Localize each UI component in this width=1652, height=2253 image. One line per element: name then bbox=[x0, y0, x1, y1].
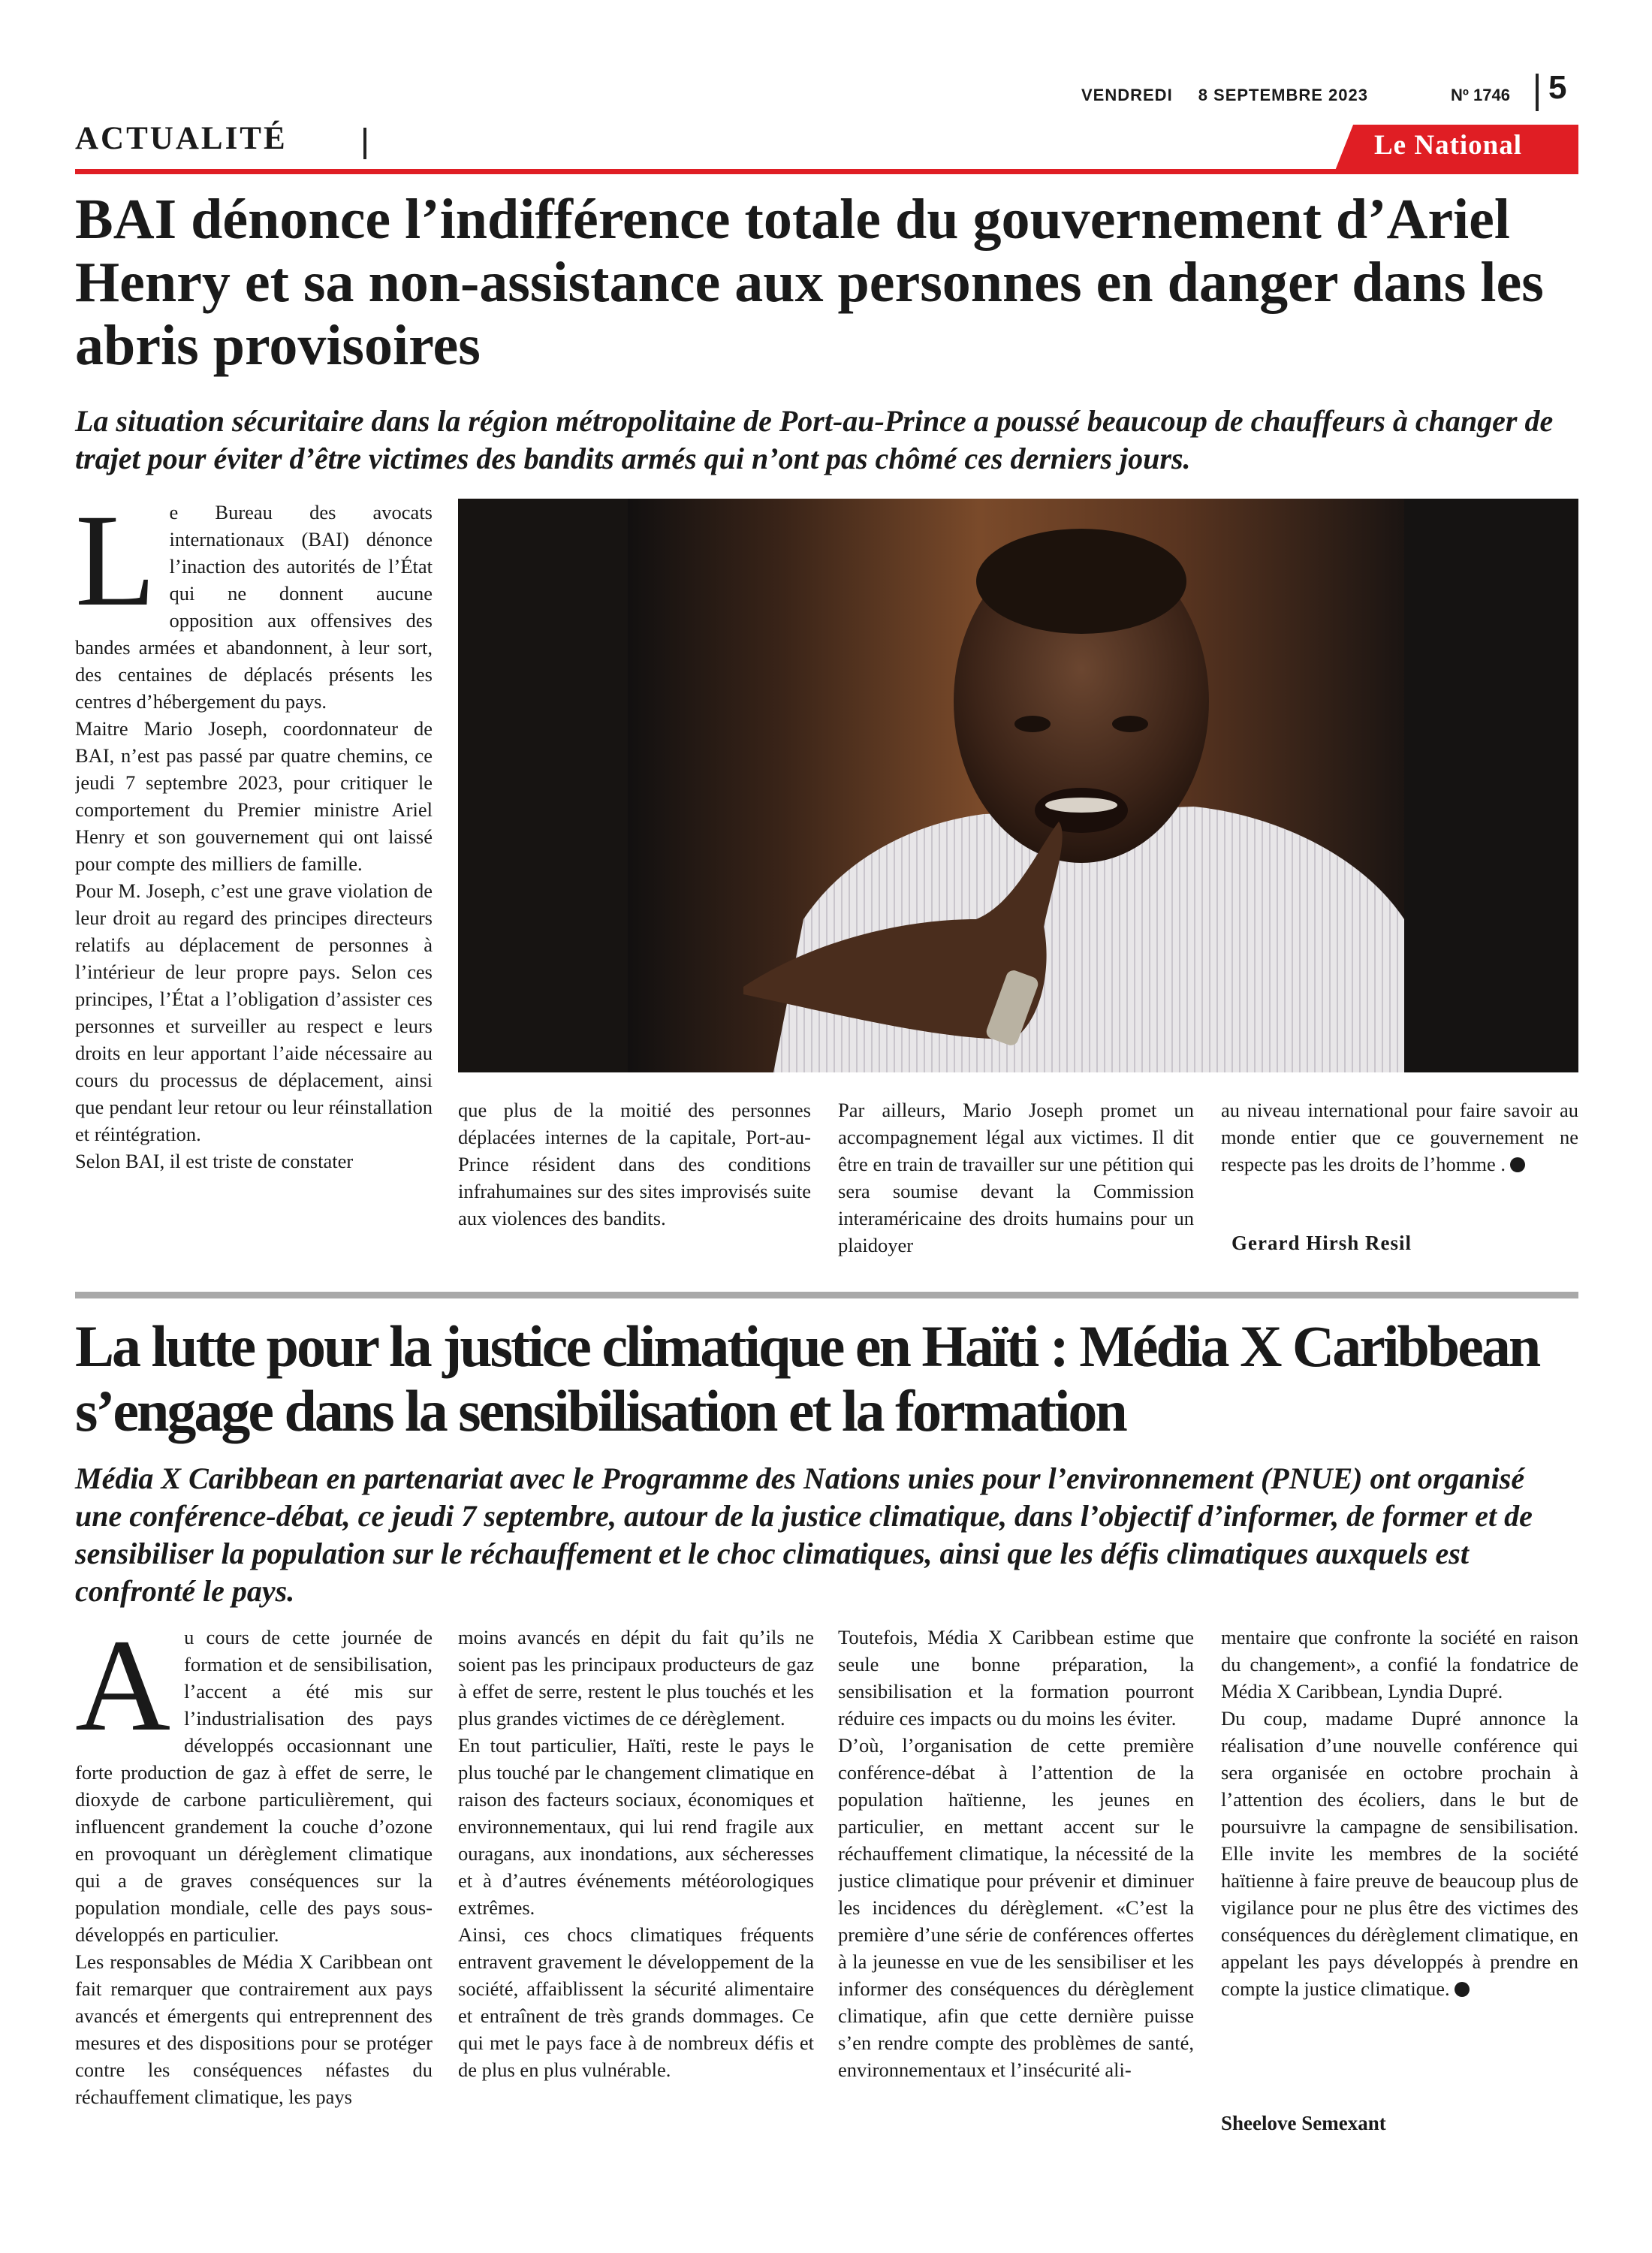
article1-photo bbox=[458, 499, 1578, 1072]
article2-paragraph: Toutefois, Média X Caribbean estime que seule une bonne préparation, la sensibilisation et la formation pourront réduire ces impacts ou du moins les éviter. bbox=[838, 1626, 1194, 1730]
article2-lead: Média X Caribbean en partenariat avec le Programme des Nations unies pour l’environnement (PNUE) ont organisé une conférence-débat, ce jeudi 7 septembre, autour de la justice climatique, dans l’objectif d’informer, de former et de sensibiliser la population sur le réchauffement et le choc climatiques, ainsi que les défis climatiques auxquels est confronté le pays. bbox=[75, 1461, 1533, 1608]
end-mark-icon bbox=[1455, 1982, 1470, 1997]
page-number: 5 bbox=[1548, 69, 1567, 106]
article1-column-2 bbox=[458, 1096, 811, 1266]
article1-paragraph bbox=[1221, 1096, 1578, 1178]
header-separator bbox=[1536, 74, 1539, 111]
article2-paragraph: Ainsi, ces chocs climatiques fréquents entravent gravement le développement de la société, affaiblissent la sécurité alimentaire et entraînent de très grands dommages. Ce qui met le pays face à de nombreux défis et de plus en plus vulnérable. bbox=[458, 1923, 814, 2081]
article2-column-4 bbox=[1221, 1624, 1578, 2097]
article1-column-3 bbox=[838, 1096, 1194, 1266]
article1-author: Gerard Hirsh Resil bbox=[1231, 1232, 1412, 1254]
article1-closing-text: au niveau international pour faire savoir au monde entier que ce gouvernement ne respecte pas les droits de l’homme . bbox=[1221, 1099, 1578, 1175]
article2-paragraph: moins avancés en dépit du fait qu’ils ne soient pas les principaux producteurs de gaz à effet de serre, restent le plus touchés et les plus grandes victimes de ce dérèglement. bbox=[458, 1626, 814, 1730]
article2-paragraph bbox=[1221, 1705, 1578, 2002]
issue-day: VENDREDI bbox=[1081, 86, 1173, 104]
portrait-illustration bbox=[458, 499, 1578, 1072]
article1-column-1 bbox=[75, 499, 433, 1269]
section-separator bbox=[363, 128, 366, 159]
article2-paragraph: Les responsables de Média X Caribbean ont fait remarquer que contrairement aux pays avancés et émergents qui entreprennent des mesures et des dispositions pour se protéger contre les conséquences néfastes du réchauffement climatique, les pays bbox=[75, 1950, 433, 2108]
article1-column-4 bbox=[1221, 1096, 1578, 1217]
article1-lead: La situation sécuritaire dans la région métropolitaine de Port-au-Prince a poussé beaucoup de chauffeurs à changer de trajet pour éviter d’être victimes des bandits armés qui n’ont pas chômé ces derniers jours. bbox=[75, 404, 1554, 475]
article1-paragraph: Par ailleurs, Mario Joseph promet un accompagnement légal aux victimes. Il dit être en train de travailler sur une pétition qui sera soumise devant la Commission interaméricaine des droits humains pour un plaidoyer bbox=[838, 1099, 1194, 1256]
article2-paragraph: u cours de cette journée de formation et de sensibilisation, l’accent a été mis sur l’industrialisation des pays développés occasionnant une forte production de gaz à effet de serre, le dioxyde de carbone particulièrement, qui influencent grandement la couche d’ozone en provoquant un dérèglement climatique qui a de graves conséquences sur la population mondiale, celle des pays sous-développés en particulier. bbox=[75, 1626, 433, 1946]
article2-column-3 bbox=[838, 1624, 1194, 2179]
issue-date bbox=[1081, 86, 1394, 105]
article1-paragraph: Selon BAI, il est triste de constater bbox=[75, 1150, 354, 1172]
article2-dropcap: A bbox=[75, 1624, 171, 1759]
article1-paragraph: e Bureau des avocats internationaux (BAI) dénonce l’inaction des autorités de l’État qui ne donnent aucune opposition aux offensives des bandes armées et abandonnent, à leur sort, des centaines de déplacés présents les centres d’hébergement du pays. bbox=[75, 501, 433, 713]
article2-paragraph: mentaire que confronte la société en raison du changement», a confié la fondatrice de Média X Caribbean, Lyndia Dupré. bbox=[1221, 1626, 1578, 1703]
article2-author: Sheelove Semexant bbox=[1221, 2112, 1386, 2134]
article1-paragraph: Maitre Mario Joseph, coordonnateur de BAI, n’est pas passé par quatre chemins, ce jeudi 7 septembre 2023, pour critiquer le comportement du Premier ministre Ariel Henry et son gouvernement qui ont laissé pour compte des milliers de famille. bbox=[75, 717, 433, 875]
section-title: ACTUALITÉ bbox=[75, 121, 288, 156]
article1-headline: BAI dénonce l’indifférence totale du gouvernement d’Ariel Henry et sa non-assistance aux personnes en danger dans les abris provisoires bbox=[75, 188, 1544, 377]
article2-closing-text: Du coup, madame Dupré annonce la réalisation d’une nouvelle conférence qui sera organisée en octobre prochain à l’attention des écoliers, dans le but de poursuivre la campagne de sensibilisation. Elle invite les membres de la société haïtienne à faire preuve de beaucoup plus de vigilance pour ne plus être des victimes des conséquences du dérèglement climatique, en appelant les pays développés à prendre en compte la justice climatique. bbox=[1221, 1707, 1578, 2000]
brand-name: Le National bbox=[1374, 130, 1523, 161]
article2-paragraph: D’où, l’organisation de cette première conférence-débat à l’attention de la population haïtienne, les jeunes en particulier, en mettant accent sur le réchauffement climatique, la nécessité de la justice climatique pour prévenir et diminuer les incidences du dérèglement. «C’est la première d’une série de conférences offertes à la jeunesse en vue de les sensibiliser et les informer des conséquences du dérèglement climatique, afin que cette dernière puisse s’en rendre compte des problèmes de santé, environnementaux et l’insécurité ali- bbox=[838, 1734, 1194, 2081]
article2-column-1 bbox=[75, 1624, 433, 2179]
issue-number: Nº 1746 bbox=[1451, 86, 1510, 104]
article1-paragraph: que plus de la moitié des personnes déplacées internes de la capitale, Port-au-Prince résident dans des conditions infrahumaines sur des sites improvisés suite aux violences des bandits. bbox=[458, 1099, 811, 1229]
article2-column-2 bbox=[458, 1624, 814, 2179]
article1-dropcap: L bbox=[75, 499, 156, 634]
article1-paragraph: Pour M. Joseph, c’est une grave violation de leur droit au regard des principes directeurs relatifs au déplacement de personnes à l’intérieur de leur propre pays. Selon ces principes, l’État a l’obligation d’assister ces personnes et surveiller au respect e leurs droits en leur apportant l’aide nécessaire au cours du processus de déplacement, ainsi que pendant leur retour ou leur réinstallation et réintégration. bbox=[75, 879, 433, 1145]
article-divider bbox=[75, 1292, 1578, 1298]
end-mark-icon bbox=[1510, 1157, 1525, 1172]
article2-paragraph: En tout particulier, Haïti, reste le pays le plus touché par le changement climatique en raison des facteurs sociaux, économiques et environnementaux, qui lui rend fragile aux ouragans, aux inondations, aux sécheresses et à d’autres événements météorologiques extrêmes. bbox=[458, 1734, 814, 1919]
article2-headline: La lutte pour la justice climatique en Haïti : Média X Caribbean s’engage dans la sensibilisation et la formation bbox=[75, 1313, 1539, 1443]
issue-date-text: 8 SEPTEMBRE 2023 bbox=[1198, 86, 1368, 104]
